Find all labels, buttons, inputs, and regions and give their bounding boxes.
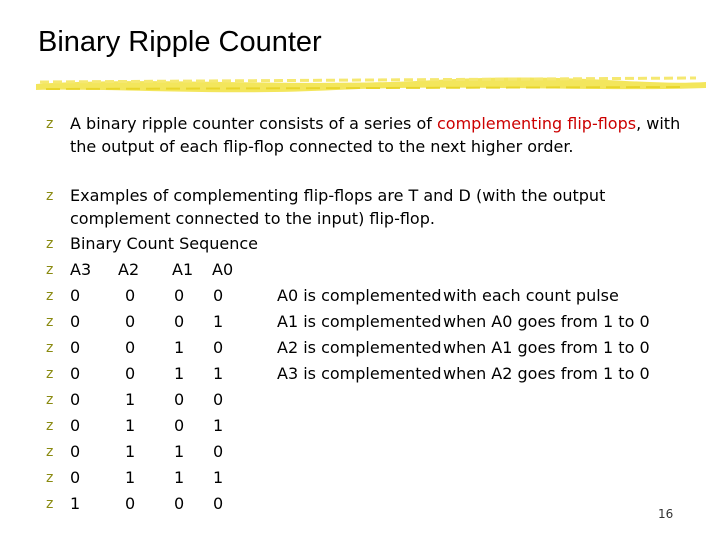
bullet-icon: z [46,314,54,330]
note-subject: A1 is complemented [277,312,442,331]
table-cell: 0 [70,364,81,383]
note-subject: A0 is complemented [277,286,442,305]
note-subject: A3 is complemented [277,364,442,383]
table-cell: 0 [70,286,81,305]
paragraph-1-line-2: the output of each flip-flop connected to the next higher order. [70,137,574,156]
page-number: 16 [658,507,674,521]
table-cell: 1 [125,442,136,461]
table-header-cell: A1 [172,260,194,279]
paragraph-2-line-2: complement connected to the input) flip-flop. [70,209,435,228]
paragraph-2-line-1: Examples of complementing flip-flops are T and D (with the output [70,186,606,205]
bullet-icon: z [46,262,54,278]
table-cell: 0 [213,390,224,409]
table-cell: 0 [213,442,224,461]
bullet-icon: z [46,236,54,252]
table-cell: 1 [174,338,185,357]
table-cell: 0 [70,312,81,331]
table-header-cell: A0 [212,260,234,279]
table-cell: 0 [125,286,136,305]
table-cell: 0 [125,364,136,383]
note-subject: A2 is complemented [277,338,442,357]
table-cell: 1 [213,468,224,487]
table-cell: 1 [125,416,136,435]
table-cell: 0 [213,494,224,513]
table-header-cell: A2 [118,260,140,279]
table-cell: 1 [213,364,224,383]
table-cell: 0 [70,338,81,357]
p1-text-a: A binary ripple counter consists of a series of [70,114,437,133]
bullet-icon: z [46,340,54,356]
table-cell: 0 [125,312,136,331]
table-cell: 1 [174,442,185,461]
table-cell: 0 [174,390,185,409]
table-cell: 1 [70,494,81,513]
title-underline [36,72,706,96]
table-cell: 1 [174,364,185,383]
table-cell: 1 [213,312,224,331]
paragraph-1-line-1 [70,114,680,134]
table-cell: 0 [70,416,81,435]
table-header-cell: A3 [70,260,92,279]
table-cell: 0 [213,338,224,357]
bullet-icon: z [46,288,54,304]
bullet-icon: z [46,392,54,408]
note-condition: when A1 goes from 1 to 0 [443,338,650,357]
bullet-icon: z [46,418,54,434]
table-cell: 0 [70,390,81,409]
table-cell: 0 [174,286,185,305]
table-cell: 0 [174,312,185,331]
bullet-icon: z [46,444,54,460]
table-cell: 0 [125,338,136,357]
note-condition: with each count pulse [443,286,619,305]
bullet-icon: z [46,496,54,512]
p1-highlight: complementing flip-flops [436,114,637,133]
table-cell: 1 [174,468,185,487]
bullet-icon: z [46,470,54,486]
table-cell: 0 [125,494,136,513]
p1-text-b: , with [636,114,681,133]
table-cell: 1 [125,390,136,409]
table-cell: 0 [70,468,81,487]
table-cell: 1 [125,468,136,487]
table-cell: 0 [174,416,185,435]
note-condition: when A2 goes from 1 to 0 [443,364,650,383]
table-cell: 0 [213,286,224,305]
bullet-icon: z [46,116,54,132]
table-cell: 1 [213,416,224,435]
note-condition: when A0 goes from 1 to 0 [443,312,650,331]
slide-title: Binary Ripple Counter [38,26,322,58]
bullet-icon: z [46,366,54,382]
bullet-icon: z [46,188,54,204]
table-cell: 0 [70,442,81,461]
binary-count-heading: Binary Count Sequence [70,234,259,253]
table-cell: 0 [174,494,185,513]
